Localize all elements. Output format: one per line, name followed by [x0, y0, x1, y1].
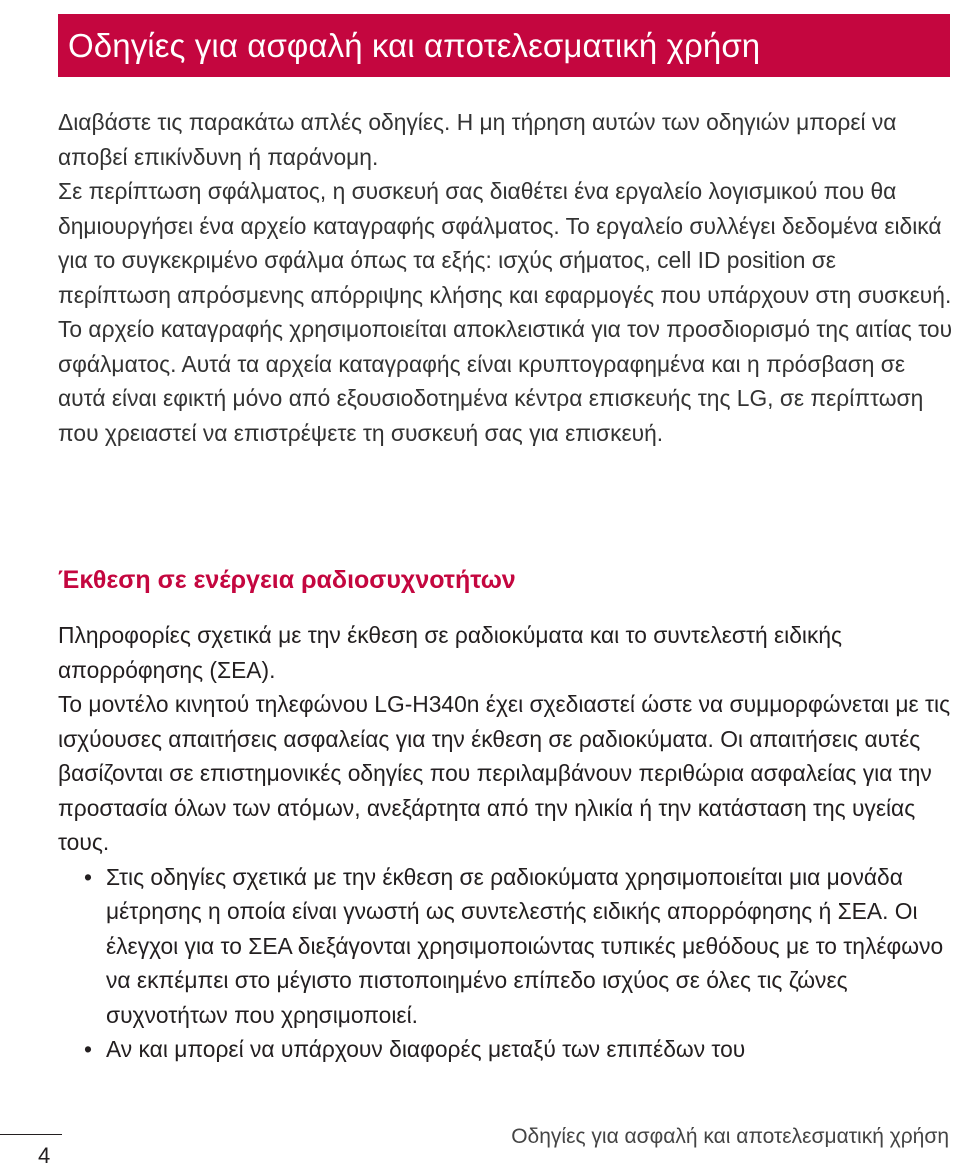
footer-divider: [0, 1134, 62, 1135]
list-item: [58, 1032, 953, 1067]
rf-exposure-heading: Έκθεση σε ενέργεια ραδιοσυχνοτήτων: [58, 566, 516, 594]
rf-bullet-list: [58, 860, 953, 1067]
intro-paragraph-1: Διαβάστε τις παρακάτω απλές οδηγίες. Η μη τήρηση αυτών των οδηγιών μπορεί να αποβεί επικίνδυνη ή παράνομη.: [58, 109, 897, 170]
bullet-icon: •: [84, 863, 92, 890]
page-title: Οδηγίες για ασφαλή και αποτελεσματική χρήση: [68, 26, 761, 64]
footer-running-title: Οδηγίες για ασφαλή και αποτελεσματική χρήση: [511, 1125, 949, 1148]
list-item-text: Αν και μπορεί να υπάρχουν διαφορές μεταξύ των επιπέδων του: [106, 1036, 746, 1062]
intro-section: [58, 105, 953, 450]
intro-paragraph-2: Σε περίπτωση σφάλματος, η συσκευή σας διαθέτει ένα εργαλείο λογισμικού που θα δημιουργήσει ένα αρχείο καταγραφής σφάλματος. Το εργαλείο συλλέγει δεδομένα ειδικά για το συγκεκριμένο σφάλμα όπως τα εξής: ισχύς σήματος, cell ID position σε περίπτωση απρόσμενης απόρριψης κλήσης και εφαρμογές που υπάρχουν στη συσκευή. Το αρχείο καταγραφής χρησιμοποιείται αποκλειστικά για τον προσδιορισμό της αιτίας του σφάλματος. Αυτά τα αρχεία καταγραφής είναι κρυπτογραφημένα και η πρόσβαση σε αυτά είναι εφικτή μόνο από εξουσιοδοτημένα κέντρα επισκευής της LG, σε περίπτωση που χρειαστεί να επιστρέψετε τη συσκευή σας για επισκευή.: [58, 178, 953, 446]
list-item-text: Στις οδηγίες σχετικά με την έκθεση σε ραδιοκύματα χρησιμοποιείται μια μονάδα μέτρησης η οποία είναι γνωστή ως συντελεστής ειδικής απορρόφησης ή ΣΕΑ. Οι έλεγχοι για το ΣΕΑ διεξάγονται χρησιμοποιώντας τυπικές μεθόδους με το τηλέφωνο να εκπέμπει στο μέγιστο πιστοποιημένο επίπεδο ισχύος σε όλες τις ζώνες συχνοτήτων που χρησιμοποιεί.: [106, 863, 944, 1028]
rf-paragraph-1: Πληροφορίες σχετικά με την έκθεση σε ραδιοκύματα και το συντελεστή ειδικής απορρόφησης (ΣΕΑ).: [58, 622, 843, 683]
bullet-icon: •: [84, 1036, 92, 1062]
page-number: 4: [38, 1143, 51, 1168]
rf-paragraph-2: Το μοντέλο κινητού τηλεφώνου LG-H340n έχει σχεδιαστεί ώστε να συμμορφώνεται με τις ισχύουσες απαιτήσεις ασφαλείας για την έκθεση σε ραδιοκύματα. Οι απαιτήσεις αυτές βασίζονται σε επιστημονικές οδηγίες που περιλαμβάνουν περιθώρια ασφαλείας για την προστασία όλων των ατόμων, ανεξάρτητα από την ηλικία ή την κατάσταση της υγείας τους.: [58, 691, 951, 855]
section-title-bar: [58, 14, 950, 77]
rf-exposure-section: [58, 618, 953, 1067]
list-item: [58, 860, 953, 1033]
